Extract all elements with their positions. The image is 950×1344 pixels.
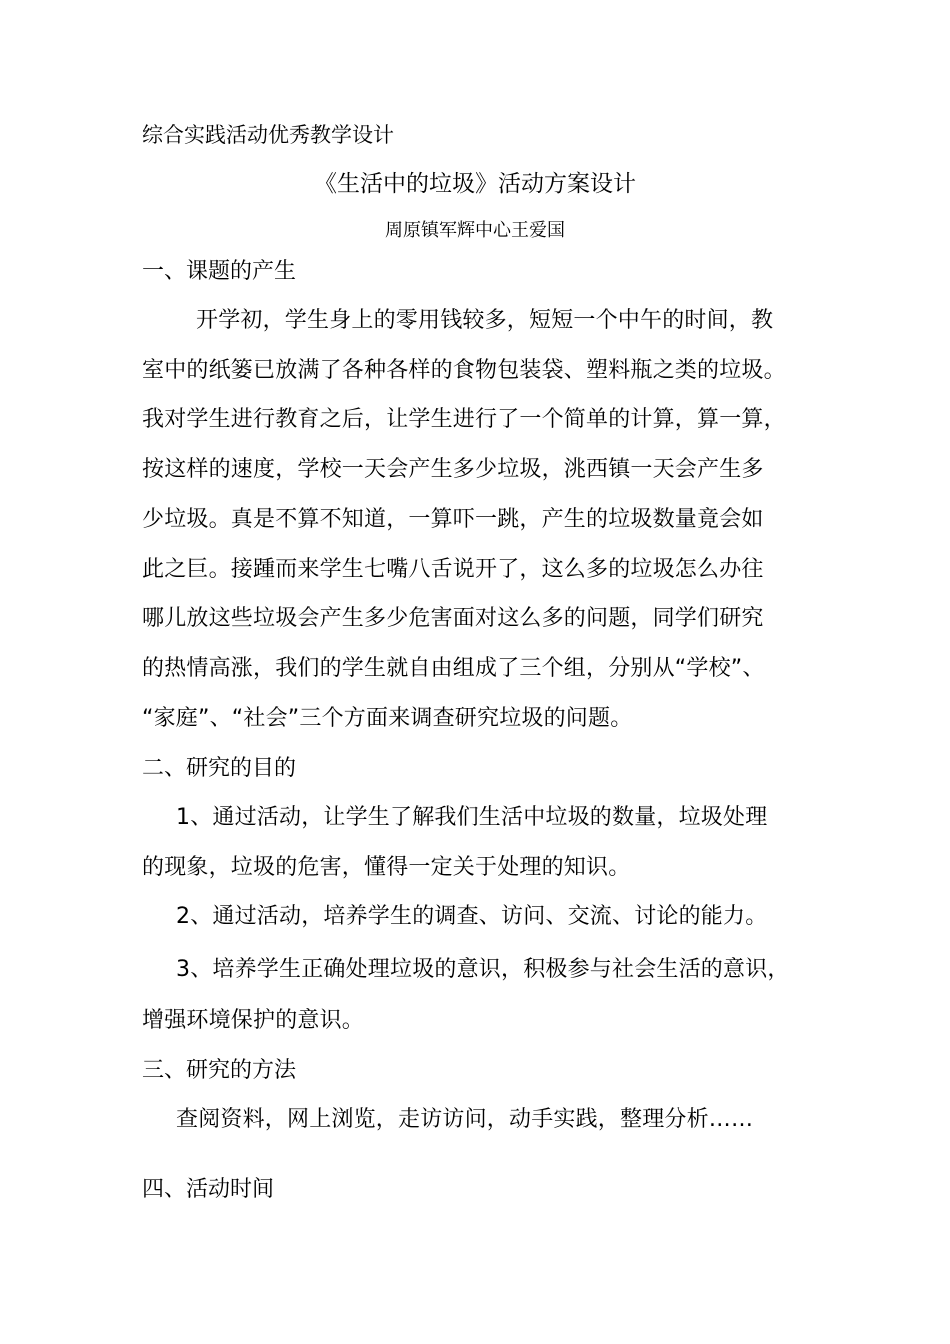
paragraph-line: 我对学生进行教育之后，让学生进行了一个简单的计算，算一算， — [142, 407, 786, 432]
paragraph-line: 此之巨。接踵而来学生七嘴八舌说开了，这么多的垃圾怎么办往 — [142, 557, 764, 582]
paragraph-line: 按这样的速度，学校一天会产生多少垃圾，洮西镇一天会产生多 — [142, 457, 764, 482]
document-label: 综合实践活动优秀教学设计 — [142, 123, 394, 147]
paragraph-line: 查阅资料，网上浏览，走访访问，动手实践，整理分析…… — [176, 1107, 754, 1132]
section-heading: 四、活动时间 — [142, 1177, 275, 1202]
paragraph-line: 少垃圾。真是不算不知道，一算吓一跳，产生的垃圾数量竟会如 — [142, 507, 764, 532]
paragraph-line: 哪儿放这些垃圾会产生多少危害面对这么多的问题，同学们研究 — [142, 606, 764, 631]
document-author: 周原镇军辉中心王爱国 — [385, 220, 565, 241]
section-heading: 一、课题的产生 — [142, 259, 297, 284]
paragraph-line: 的现象，垃圾的危害，懂得一定关于处理的知识。 — [142, 855, 631, 880]
paragraph-line: 增强环境保护的意识。 — [142, 1008, 365, 1033]
paragraph-line: 3、培养学生正确处理垃圾的意识，积极参与社会生活的意识， — [176, 957, 790, 982]
paragraph-line: 2、通过活动，培养学生的调查、访问、交流、讨论的能力。 — [176, 904, 768, 929]
paragraph-line: “家庭”、“社会”三个方面来调查研究垃圾的问题。 — [142, 706, 633, 731]
section-heading: 二、研究的目的 — [142, 756, 297, 781]
paragraph-line: 1、通过活动，让学生了解我们生活中垃圾的数量，垃圾处理 — [176, 805, 768, 830]
paragraph-line: 室中的纸篓已放满了各种各样的食物包装袋、塑料瓶之类的垃圾。 — [142, 358, 786, 383]
paragraph-line: 的热情高涨，我们的学生就自由组成了三个组，分别从“学校”、 — [142, 656, 765, 681]
document-title: 《生活中的垃圾》活动方案设计 — [314, 171, 636, 197]
section-heading: 三、研究的方法 — [142, 1058, 297, 1083]
paragraph-line: 开学初，学生身上的零用钱较多，短短一个中午的时间，教 — [196, 308, 774, 333]
